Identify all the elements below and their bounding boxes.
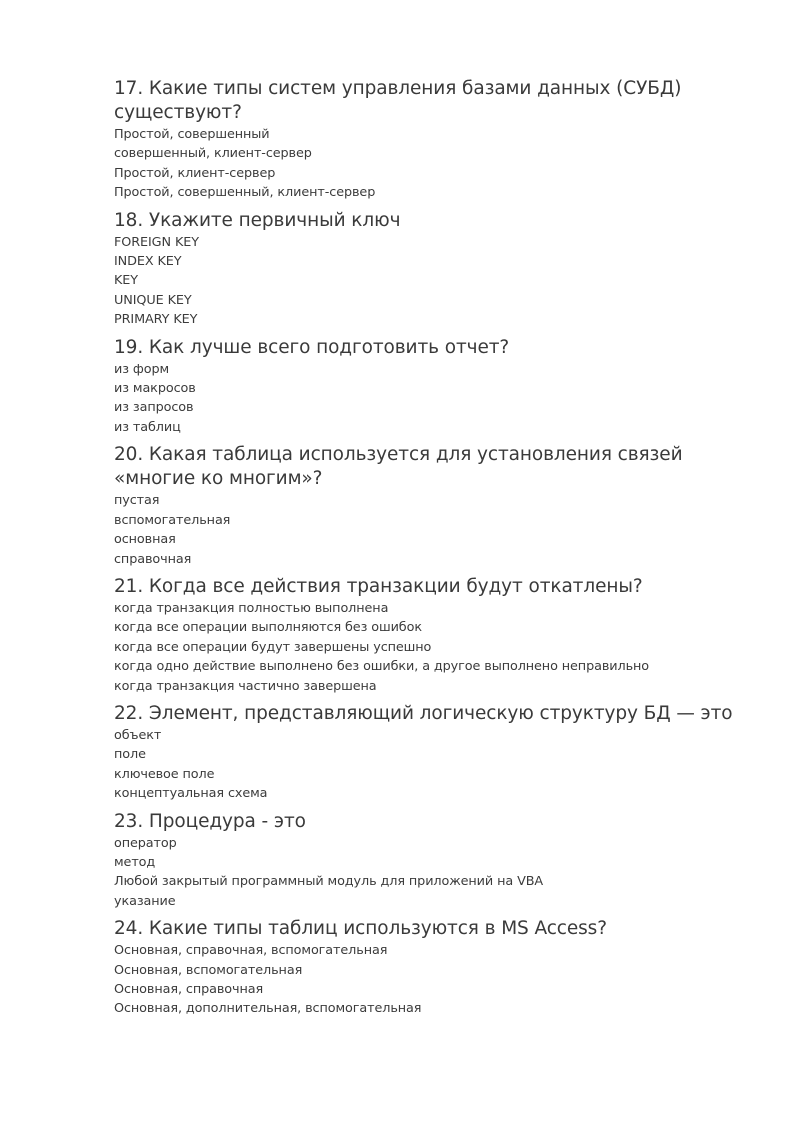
answer-list [114, 726, 760, 804]
answer-option: Простой, совершенный [114, 127, 270, 142]
question-title: 22. Элемент, представляющий логическую структуру БД — это [114, 702, 733, 724]
question-block [114, 443, 760, 569]
answer-option: из макросов [114, 381, 196, 397]
answer-option: пустая [114, 493, 160, 509]
answer-list [114, 599, 760, 696]
answer-option: INDEX KEY [114, 254, 182, 270]
answer-option: KEY [114, 273, 138, 289]
question-block [114, 917, 760, 1019]
question-title: 20. Какая таблица используется для установления связей «многие ко многим»? [114, 444, 683, 490]
answer-list [114, 491, 760, 569]
answer-option: вспомогательная [114, 512, 231, 528]
answer-option: Основная, вспомогательная [114, 962, 303, 978]
answer-option: ключевое поле [114, 766, 215, 782]
question-list [114, 77, 760, 1019]
answer-list [114, 233, 760, 330]
question-title: 24. Какие типы таблиц используются в MS Access? [114, 918, 607, 940]
answer-list [114, 834, 760, 912]
answer-option: когда одно действие выполнено без ошибки, а другое выполнено неправильно [114, 659, 650, 675]
answer-option: концептуальная схема [114, 786, 268, 802]
question-title: 21. Когда все действия транзакции будут откатлены? [114, 575, 643, 597]
answer-option: когда транзакция полностью выполнена [114, 600, 389, 616]
answer-list [114, 125, 760, 203]
answer-option: из таблиц [114, 419, 181, 435]
question-block [114, 810, 760, 912]
question-title: 17. Какие типы систем управления базами данных (СУБД) существуют? [114, 78, 682, 123]
answer-option: Основная, справочная, вспомогательная [114, 943, 388, 959]
answer-option: когда транзакция частично завершена [114, 678, 377, 694]
answer-list [114, 360, 760, 438]
answer-option: указание [114, 893, 176, 909]
answer-option: из запросов [114, 400, 194, 416]
answer-option: Основная, справочная [114, 982, 264, 997]
answer-option: PRIMARY KEY [114, 312, 198, 328]
question-block [114, 209, 760, 330]
question-block [114, 336, 760, 438]
answer-option: оператор [114, 835, 177, 851]
question-title: 23. Процедура - это [114, 810, 306, 832]
answer-option: из форм [114, 361, 170, 377]
answer-option: когда все операции будут завершены успешно [114, 639, 432, 655]
answer-option: Основная, дополнительная, вспомогательная [114, 1001, 422, 1017]
answer-option: основная [114, 532, 176, 548]
answer-option: когда все операции выполняются без ошибок [114, 620, 422, 636]
question-title: 19. Как лучше всего подготовить отчет? [114, 336, 510, 358]
answer-option: Простой, совершенный, клиент-сервер [114, 185, 376, 201]
question-block [114, 702, 760, 804]
answer-option: Простой, клиент-сервер [114, 165, 276, 181]
question-block [114, 77, 760, 203]
answer-option: поле [114, 747, 146, 763]
answer-option: FOREIGN KEY [114, 234, 199, 250]
question-title: 18. Укажите первичный ключ [114, 209, 401, 231]
answer-option: совершенный, клиент-сервер [114, 146, 312, 162]
answer-list [114, 941, 760, 1019]
answer-option: справочная [114, 551, 192, 567]
question-block [114, 575, 760, 696]
answer-option: метод [114, 854, 156, 870]
answer-option: Любой закрытый программный модуль для приложений на VBA [114, 874, 544, 890]
answer-option: UNIQUE KEY [114, 292, 192, 308]
answer-option: объект [114, 727, 162, 743]
